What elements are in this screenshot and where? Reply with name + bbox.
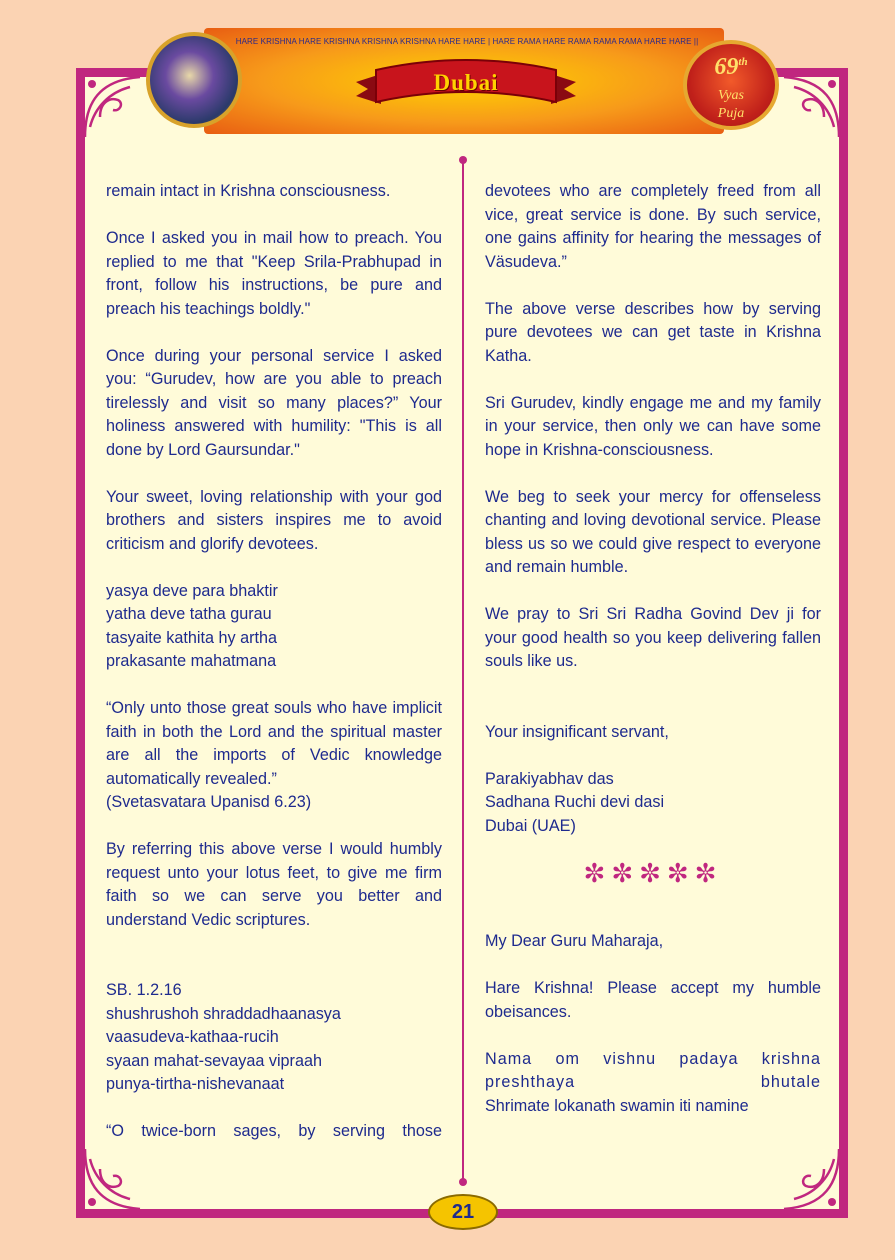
paragraph: remain intact in Krishna consciousness.: [106, 182, 391, 200]
verse-line: syaan mahat-sevayaa vipraah: [106, 1051, 322, 1070]
badge-line-1: Vyas: [718, 88, 744, 103]
paragraph: Sri Gurudev, kindly engage me and my family in your service, then only we can have some hope in Krishna-consciousness.: [485, 393, 821, 459]
paragraph: “O twice-born sages, by serving those: [106, 1122, 442, 1140]
verse-block: [106, 979, 442, 1097]
closing-line: Your insignificant servant,: [485, 722, 669, 741]
verse-block: [106, 580, 442, 674]
signature-name: Sadhana Ruchi devi dasi: [485, 793, 665, 811]
divider-dot-bottom: [459, 1178, 467, 1186]
translation-text: “Only unto those great souls who have implicit faith in both the Lord and the spiritual master are all the imports of Vedic knowledge automatically revealed.”: [106, 699, 442, 788]
verse-line: punya-tirtha-nishevanaat: [106, 1075, 285, 1093]
signature-location: Dubai (UAE): [485, 816, 576, 835]
divider-dot-top: [459, 156, 467, 164]
signature-name: Parakiyabhav das: [485, 769, 614, 788]
paragraph: The above verse describes how by serving pure devotees we can get taste in Krishna Katha.: [485, 299, 821, 365]
verse-line: yasya deve para bhaktir: [106, 581, 278, 600]
paragraph: Once during your personal service I asked you: “Gurudev, how are you able to preach tirelessly and visit so many places?” Your holiness answered with humility: "This is all done by Lord Gaursundar.": [106, 346, 442, 459]
corner-ornament-top-left: [80, 72, 150, 142]
separator-stars: ✼✼✼✼✼: [583, 857, 723, 888]
translation-block: [106, 697, 442, 815]
corner-ornament-top-right: [774, 72, 844, 142]
column-divider: [462, 160, 464, 1182]
verse-line: vaasudeva-kathaa-rucih: [106, 1028, 279, 1046]
deity-image: [146, 32, 242, 128]
paragraph: Hare Krishna! Please accept my humble obeisances.: [485, 979, 821, 1021]
salutation: My Dear Guru Maharaja,: [485, 932, 664, 950]
paragraph: Once I asked you in mail how to preach. You replied to me that "Keep Srila-Prabhupad in front, follow his instructions, be pure and preach his teachings boldly.": [106, 229, 442, 318]
paragraph: By referring this above verse I would humbly request unto your lotus feet, to give me firm faith so we can serve you better and understand Vedic scriptures.: [106, 840, 442, 929]
header-title: Dubai: [433, 70, 499, 95]
paragraph: Your sweet, loving relationship with your god brothers and sisters inspires me to avoid criticism and glorify devotees.: [106, 487, 442, 553]
verse-reference: (Svetasvatara Upanisd 6.23): [106, 793, 312, 811]
verse-block: [485, 1048, 821, 1119]
header-mantra: HARE KRISHNA HARE KRISHNA KRISHNA KRISHNA HARE HARE | HARE RAMA HARE RAMA RAMA RAMA HARE HARE ||: [235, 37, 699, 46]
paragraph: devotees who are completely freed from all vice, great service is done. By such service, one gains affinity for hearing the messages of Väsudeva.”: [485, 182, 821, 271]
verse-line: tasyaite kathita hy artha: [106, 628, 277, 647]
right-column: [485, 180, 821, 1142]
page-number: 21: [428, 1194, 498, 1230]
verse-line: Nama om vishnu padaya krishna preshthaya bhutale: [485, 1049, 821, 1091]
badge-line-2: Puja: [717, 106, 745, 121]
corner-ornament-bottom-right: [774, 1144, 844, 1214]
verse-line: yatha deve tatha gurau: [106, 605, 272, 623]
left-column: [106, 180, 442, 1167]
signature-block: [485, 768, 821, 839]
verse-line: shushrushoh shraddadhaanasya: [106, 1004, 341, 1023]
verse-line: prakasante mahatmana: [106, 652, 277, 670]
verse-reference: SB. 1.2.16: [106, 981, 182, 999]
paragraph: We beg to seek your mercy for offenseless chanting and loving devotional service. Please bless us so we could give respect to everyone and remain humble.: [485, 487, 821, 576]
badge-suffix: th: [738, 56, 748, 68]
paragraph: We pray to Sri Sri Radha Govind Dev ji for your good health so you keep delivering fallen souls like us.: [485, 605, 821, 670]
vyas-puja-badge: [683, 40, 779, 130]
badge-number: 69: [714, 54, 739, 80]
verse-line: Shrimate lokanath swamin iti namine: [485, 1096, 749, 1115]
